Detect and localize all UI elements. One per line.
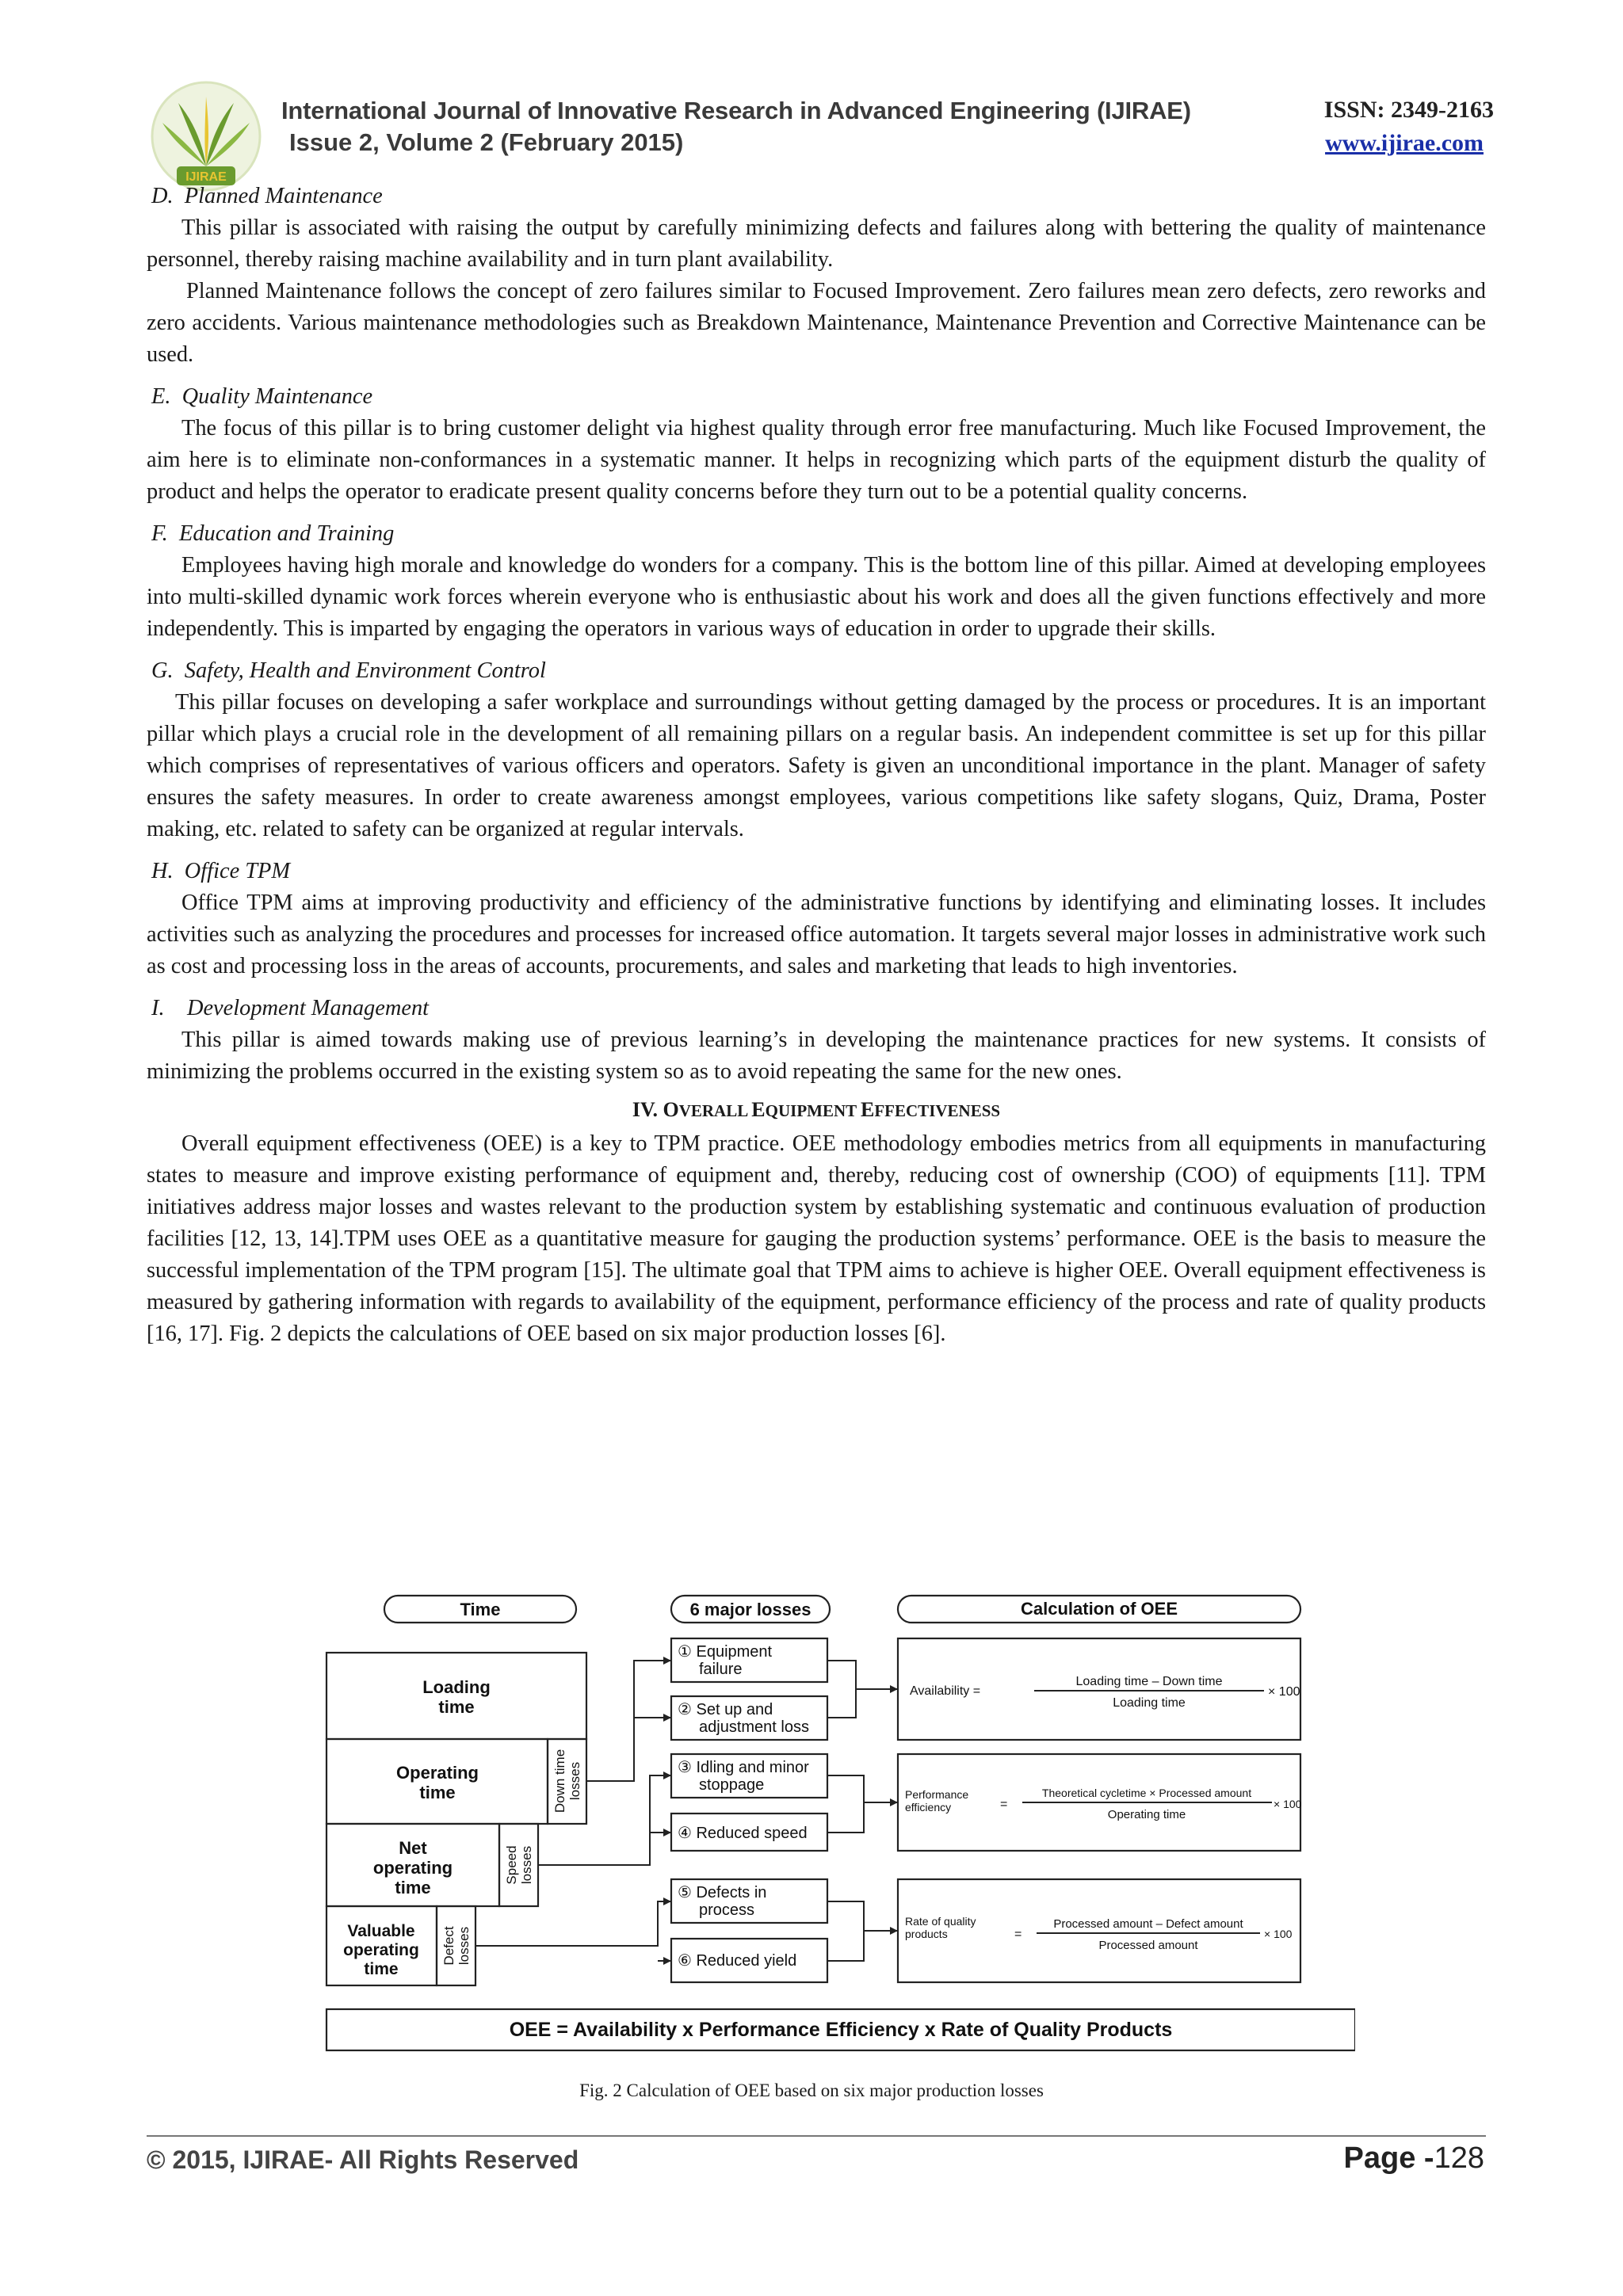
paragraph: This pillar is associated with raising the output by carefully minimizing defects and failures along with bettering the quality of maintenance personnel, thereby raising machine availability and in turn plant availability.: [147, 215, 1486, 272]
svg-text:products: products: [905, 1928, 948, 1940]
section-heading-f: F. Education and Training: [151, 521, 395, 546]
article-body: [147, 181, 1486, 1350]
svg-text:Down time: Down time: [552, 1749, 567, 1814]
section-heading-i: I. Development Management: [151, 996, 430, 1020]
performance-label: Performance: [905, 1788, 969, 1801]
oee-figure: [317, 1592, 1355, 2111]
svg-text:efficiency: efficiency: [905, 1801, 952, 1814]
quality-denominator: Processed amount: [1098, 1939, 1198, 1952]
loss-2-label: ② Set up and: [678, 1701, 773, 1718]
svg-text:failure: failure: [699, 1661, 743, 1678]
oee-formula: OEE = Availability x Performance Efficiency x Rate of Quality Products: [509, 2019, 1173, 2041]
paragraph: The focus of this pillar is to bring customer delight via highest quality through error free manufacturing. Much like Focused Improvement, the aim here is to eliminate non-conformances in a systematic manner. It helps in recognizing which parts of the equipment disturb the quality of product and helps the operator to eradicate present quality concerns before they turn out to be a potential quality concerns.: [147, 416, 1486, 504]
losses-header: 6 major losses: [689, 1600, 812, 1619]
loss-5-label: ⑤ Defects in: [678, 1884, 767, 1901]
svg-text:losses: losses: [519, 1845, 534, 1885]
svg-text:losses: losses: [456, 1926, 472, 1966]
journal-issue: Issue 2, Volume 2 (February 2015): [289, 128, 684, 156]
paragraph: This pillar focuses on developing a safer workplace and surroundings without getting damaged by the process or procedures. It is an important pillar which plays a crucial role in the development of all remaining pillars on a regular basis. An independent committee is set up for this pillar which comprises of representatives of various officers and operators. Safety is given an unconditional importance in the plant. Manager of safety ensures the safety measures. In order to create awareness amongst employees, various competitions like safety slogans, Quiz, Drama, Poster making, etc. related to safety can be organized at regular intervals.: [147, 690, 1486, 841]
loss-3-label: ③ Idling and minor: [678, 1759, 809, 1776]
svg-text:time: time: [438, 1697, 475, 1717]
section-heading-g: G. Safety, Health and Environment Control: [151, 658, 546, 683]
svg-text:=: =: [1014, 1928, 1022, 1941]
calc-header: Calculation of OEE: [1020, 1599, 1178, 1619]
paragraph: Employees having high morale and knowledge do wonders for a company. This is the bottom line of this pillar. Aimed at developing employees into multi-skilled dynamic work forces wherein everyone who is enthusiastic about his work and does all the given functions effectively and more independently. This is imparted by engaging the operators in various ways of education in order to upgrade their skills.: [147, 553, 1486, 641]
quality-label: Rate of quality: [905, 1915, 976, 1928]
website-link[interactable]: www.ijirae.com: [1325, 130, 1484, 156]
loading-time-label: Loading: [422, 1677, 491, 1697]
availability-denominator: Loading time: [1113, 1696, 1186, 1710]
paragraph: Overall equipment effectiveness (OEE) is a key to TPM practice. OEE methodology embodies metrics from all equipments in manufacturing states to measure and improve existing performance of equipment and, thereby, reducing cost of ownership (COO) of equipments [11]. TPM initiatives address major losses and wastes relevant to the production system by establishing systematic and continuous evaluation of production facilities [12, 13, 14].TPM uses OEE as a quantitative measure for gauging the production systems’ performance. OEE is the basis to measure the successful implementation of the TPM program [15]. The ultimate goal that TPM aims to achieve is higher OEE. Overall equipment effectiveness is measured by gathering information with regards to availability of the equipment, performance efficiency of the process and rate of quality products [16, 17]. Fig. 2 depicts the calculations of OEE based on six major production losses [6].: [147, 1131, 1486, 1346]
downtime-losses-label: [552, 1749, 582, 1813]
oee-diagram: [317, 1592, 1355, 2076]
footer-divider: [147, 2135, 1486, 2137]
svg-text:process: process: [699, 1901, 755, 1919]
svg-text:operating: operating: [343, 1941, 419, 1959]
svg-text:adjustment loss: adjustment loss: [699, 1718, 809, 1736]
paragraph: Planned Maintenance follows the concept of zero failures similar to Focused Improvement. Zero failures mean zero defects, zero reworks and zero accidents. Various maintenance methodologies such as Breakdown Maintenance, Maintenance Prevention and Corrective Maintenance can be used.: [147, 279, 1486, 367]
net-operating-time-label: Net: [399, 1838, 427, 1858]
defect-losses-label: [441, 1926, 472, 1965]
logo-text: IJIRAE: [185, 170, 227, 184]
performance-multiplier: × 100: [1274, 1798, 1302, 1810]
paragraph: This pillar is aimed towards making use of previous learning’s in developing the maintenance practices for new systems. It consists of minimizing the problems occurred in the existing system so as to avoid repeating the same for the new ones.: [147, 1028, 1486, 1084]
section-heading-d: D. Planned Maintenance: [151, 184, 383, 208]
svg-text:operating: operating: [372, 1858, 453, 1878]
loss-6-label: ⑥ Reduced yield: [678, 1952, 797, 1970]
quality-numerator: Processed amount – Defect amount: [1053, 1917, 1243, 1931]
svg-text:losses: losses: [567, 1761, 582, 1801]
svg-text:time: time: [419, 1783, 456, 1802]
operating-time-label: Operating: [396, 1763, 479, 1783]
svg-text:=: =: [1000, 1798, 1008, 1811]
section-heading-h: H. Office TPM: [151, 859, 291, 883]
paragraph: Office TPM aims at improving productivity and efficiency of the administrative functions by identifying and eliminating losses. It includes activities such as analyzing the procedures and processes for increased office automation. It targets several major losses in administrative work such as cost and processing loss in the areas of accounts, procurements, and sales and marketing that leads to high inventories.: [147, 891, 1486, 978]
svg-text:Defect: Defect: [441, 1926, 456, 1966]
issn: ISSN: 2349-2163: [1323, 97, 1494, 123]
figure-caption: Fig. 2 Calculation of OEE based on six major production losses: [579, 2081, 1044, 2100]
section-heading-iv: IV. OVERALL EQUIPMENT EFFECTIVENESS: [632, 1098, 1001, 1121]
svg-text:stoppage: stoppage: [699, 1776, 765, 1794]
svg-text:Speed: Speed: [504, 1845, 519, 1885]
valuable-operating-time-label: Valuable: [347, 1922, 415, 1940]
loss-1-label: ① Equipment: [678, 1643, 773, 1661]
svg-text:time: time: [395, 1878, 431, 1897]
quality-box: [898, 1879, 1300, 1982]
time-header: Time: [460, 1600, 501, 1619]
performance-denominator: Operating time: [1107, 1808, 1186, 1821]
page-number: Page -128: [1343, 2142, 1484, 2175]
availability-numerator: Loading time – Down time: [1075, 1675, 1223, 1688]
journal-title: International Journal of Innovative Research in Advanced Engineering (IJIRAE): [281, 97, 1191, 124]
performance-numerator: Theoretical cycletime × Processed amount: [1041, 1787, 1252, 1799]
availability-multiplier: × 100: [1268, 1685, 1300, 1699]
quality-multiplier: × 100: [1264, 1928, 1293, 1940]
speed-losses-label: [504, 1845, 534, 1884]
copyright: © 2015, IJIRAE- All Rights Reserved: [147, 2145, 579, 2174]
availability-label: Availability =: [910, 1684, 981, 1698]
loss-4-label: ④ Reduced speed: [678, 1825, 808, 1842]
section-heading-e: E. Quality Maintenance: [151, 384, 373, 409]
svg-text:time: time: [364, 1960, 399, 1978]
